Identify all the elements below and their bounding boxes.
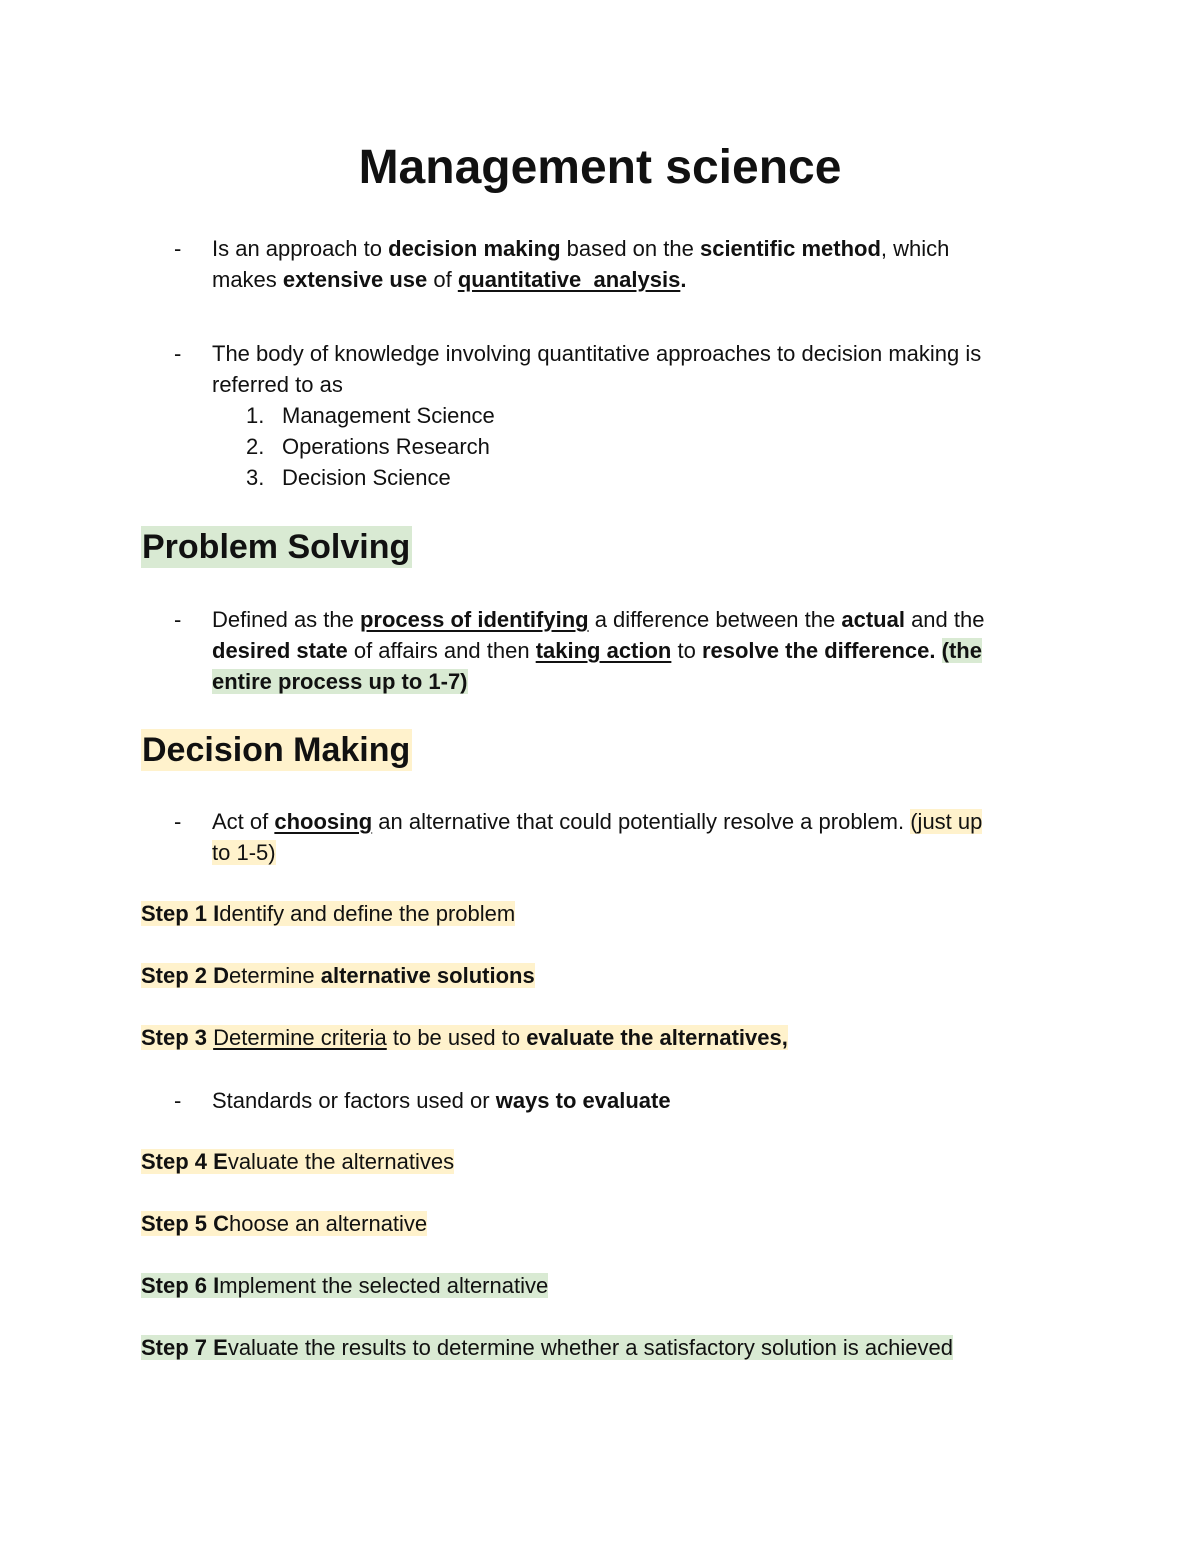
problem-solving-bullet bbox=[174, 604, 1052, 697]
text-run: of bbox=[427, 267, 458, 292]
step-bold-text: evaluate the alternatives, bbox=[526, 1025, 788, 1050]
list-item bbox=[246, 400, 495, 431]
step-3-sub-bullet bbox=[174, 1085, 1052, 1116]
heading-decision-making: Decision Making bbox=[142, 731, 411, 769]
text-run: and the bbox=[904, 607, 985, 632]
highlight-note: entire process up to 1-7) bbox=[212, 669, 468, 694]
decision-making-bullet bbox=[174, 806, 1052, 868]
dash-bullet: - bbox=[174, 809, 182, 834]
text-run: Standards or factors used or bbox=[212, 1088, 496, 1113]
text-run: makes bbox=[212, 267, 283, 292]
step-text: valuate the alternatives bbox=[227, 1149, 455, 1174]
list-item-label: Operations Research bbox=[282, 434, 490, 459]
list-item-label: Management Science bbox=[282, 403, 495, 428]
underlined-term-choosing: choosing bbox=[274, 809, 373, 834]
step-7 bbox=[141, 1333, 953, 1363]
bold-term-actual: actual bbox=[841, 607, 905, 632]
text-run: Defined as the bbox=[212, 607, 360, 632]
highlight-note: (the bbox=[941, 638, 982, 663]
dash-bullet: - bbox=[174, 1088, 182, 1113]
list-item bbox=[246, 431, 490, 462]
bold-term-scientific-method: scientific method bbox=[699, 236, 881, 261]
step-label: Step 1 I bbox=[141, 901, 220, 926]
step-3 bbox=[141, 1023, 788, 1053]
bold-term-resolve-difference: resolve the difference. bbox=[701, 638, 936, 663]
intro-bullet-2 bbox=[174, 338, 1052, 400]
step-text: hoose an alternative bbox=[229, 1211, 428, 1236]
step-5 bbox=[141, 1209, 427, 1239]
step-text: dentify and define the problem bbox=[219, 901, 516, 926]
dash-bullet: - bbox=[174, 341, 182, 366]
step-text: etermine bbox=[229, 963, 321, 988]
step-label: Step 2 D bbox=[141, 963, 230, 988]
list-number: 3. bbox=[246, 465, 265, 490]
underlined-term-quantitative-analysis: quantitative analysis bbox=[457, 267, 681, 292]
text-run: based on the bbox=[560, 236, 700, 261]
step-text: to be used to bbox=[386, 1025, 527, 1050]
dash-bullet: - bbox=[174, 607, 182, 632]
text-run: to bbox=[671, 638, 702, 663]
list-item bbox=[246, 462, 451, 493]
bold-term-ways-to-evaluate: ways to evaluate bbox=[495, 1088, 671, 1113]
step-1 bbox=[141, 899, 515, 929]
highlight-note: (just up bbox=[910, 809, 983, 834]
step-label: Step 5 C bbox=[141, 1211, 230, 1236]
step-2 bbox=[141, 961, 535, 991]
step-label: Step 6 I bbox=[141, 1273, 220, 1298]
underlined-term-process-of-identifying: process of identifying bbox=[359, 607, 589, 632]
bold-term-desired-state: desired state bbox=[212, 638, 348, 663]
step-text: mplement the selected alternative bbox=[219, 1273, 549, 1298]
list-number: 2. bbox=[246, 434, 265, 459]
step-bold-text: alternative solutions bbox=[320, 963, 535, 988]
intro-bullet-1 bbox=[174, 233, 1052, 295]
bold-term-decision-making: decision making bbox=[388, 236, 561, 261]
step-label: Step 3 bbox=[141, 1025, 214, 1050]
list-number: 1. bbox=[246, 403, 265, 428]
underlined-term-taking-action: taking action bbox=[535, 638, 672, 663]
dash-bullet: - bbox=[174, 236, 182, 261]
text-run: a difference between the bbox=[588, 607, 842, 632]
page-title: Management science bbox=[358, 141, 842, 194]
bold-term-extensive-use: extensive use bbox=[282, 267, 428, 292]
step-label: Step 4 E bbox=[141, 1149, 228, 1174]
text-run: Is an approach to bbox=[212, 236, 389, 261]
step-label: Step 7 E bbox=[141, 1335, 228, 1360]
step-6 bbox=[141, 1271, 548, 1301]
text-run: , which bbox=[880, 236, 950, 261]
step-text: valuate the results to determine whether a satisfactory solution is achieved bbox=[227, 1335, 953, 1360]
list-item-label: Decision Science bbox=[282, 465, 451, 490]
text-run: The body of knowledge involving quantitative approaches to decision making is bbox=[212, 341, 982, 366]
text-run: referred to as bbox=[212, 372, 343, 397]
heading-problem-solving: Problem Solving bbox=[142, 528, 411, 566]
step-4 bbox=[141, 1147, 454, 1177]
text-run: of affairs and then bbox=[347, 638, 536, 663]
text-run: Act of bbox=[212, 809, 275, 834]
highlight-note: to 1-5) bbox=[212, 840, 276, 865]
text-run: . bbox=[680, 267, 687, 292]
text-run: an alternative that could potentially resolve a problem. bbox=[372, 809, 911, 834]
step-underlined-text: Determine criteria bbox=[213, 1025, 387, 1050]
